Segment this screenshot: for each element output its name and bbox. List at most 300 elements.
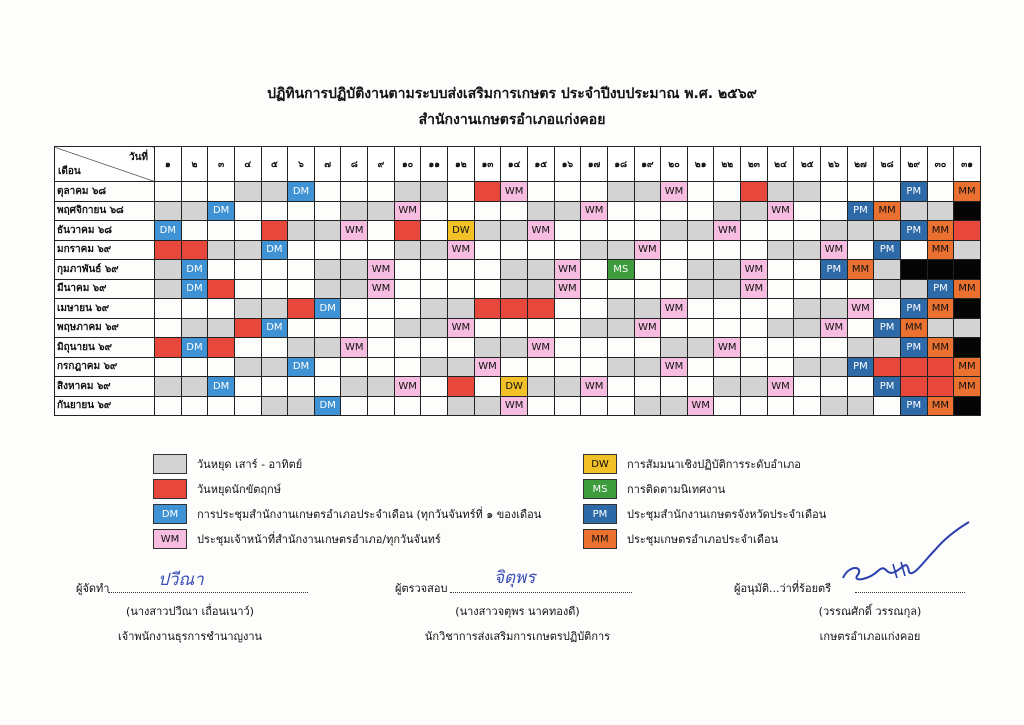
wm-event-cell: WM [741,260,768,280]
pm-event-cell: PM [900,396,927,416]
day-cell [527,396,554,416]
day-cell [741,299,768,319]
weekend-cell [421,318,448,338]
day-cell [554,357,581,377]
legend-label: การติดตามนิเทศงาน [627,483,726,496]
day-cell [821,338,848,358]
day-cell [687,240,714,260]
day-cell [368,396,395,416]
day-cell [607,201,634,221]
legend-label: ประชุมสำนักงานเกษตรจังหวัดประจำเดือน [627,508,827,521]
day-cell [368,221,395,241]
holiday-cell [900,357,927,377]
day-cell [714,240,741,260]
day-cell [314,377,341,397]
pm-event-cell: PM [900,221,927,241]
wm-event-cell: WM [714,338,741,358]
weekend-cell [767,318,794,338]
weekend-cell [741,201,768,221]
day-cell [687,182,714,202]
day-header: ๖ [288,147,315,182]
day-cell [394,357,421,377]
day-cell [794,221,821,241]
legend-item [153,478,281,500]
day-cell [741,357,768,377]
weekend-cell [155,377,182,397]
weekend-cell [261,299,288,319]
day-cell [821,201,848,221]
wm-event-cell: WM [448,318,475,338]
approved-signature-scribble [835,520,975,595]
month-label: มีนาคม ๖๙ [55,279,155,299]
day-cell [261,338,288,358]
weekend-cell [607,299,634,319]
day-cell [714,299,741,319]
dw-event-cell: DW [448,221,475,241]
day-cell [661,318,688,338]
day-cell [181,357,208,377]
day-cell [741,221,768,241]
pm-event-cell: PM [927,279,954,299]
weekend-cell [794,240,821,260]
month-row [55,318,981,338]
day-cell [368,240,395,260]
day-header: ๑๐ [394,147,421,182]
day-cell [927,182,954,202]
day-cell [661,260,688,280]
weekend-cell [448,299,475,319]
day-header: ๑ [155,147,182,182]
day-cell [714,182,741,202]
weekend-cell [288,338,315,358]
weekend-cell [634,299,661,319]
legend-item [583,528,778,550]
day-cell [661,377,688,397]
calendar-table [54,146,981,416]
weekend-cell [474,396,501,416]
wm-event-cell: WM [341,221,368,241]
holiday-cell [501,299,528,319]
approved-position: เกษตรอำเภอแก่งคอย [819,630,921,643]
day-cell [288,240,315,260]
day-cell [234,221,261,241]
day-cell [208,357,235,377]
day-cell [581,279,608,299]
day-cell [661,201,688,221]
day-header: ๒ [181,147,208,182]
wm-event-cell: WM [581,377,608,397]
weekend-cell [421,240,448,260]
legend-swatch [153,454,187,474]
day-cell [341,182,368,202]
wm-event-cell: WM [554,260,581,280]
month-row [55,396,981,416]
day-cell [421,201,448,221]
dm-event-cell: DM [181,338,208,358]
dm-event-cell: DM [288,357,315,377]
day-cell [341,396,368,416]
dm-event-cell: DM [155,221,182,241]
weekend-cell [527,279,554,299]
day-cell [208,299,235,319]
legend-swatch: MS [583,479,617,499]
day-cell [661,240,688,260]
month-row [55,338,981,358]
holiday-cell [208,338,235,358]
mm-event-cell: MM [927,396,954,416]
month-label: ธันวาคม ๖๘ [55,221,155,241]
legend-swatch: WM [153,529,187,549]
weekend-cell [288,221,315,241]
day-cell [314,357,341,377]
pm-event-cell: PM [900,338,927,358]
dm-event-cell: DM [261,318,288,338]
wm-event-cell: WM [341,338,368,358]
day-cell [527,318,554,338]
day-cell [767,221,794,241]
day-cell [394,396,421,416]
day-cell [368,299,395,319]
dm-event-cell: DM [208,201,235,221]
day-header: ๑๓ [474,147,501,182]
day-cell [394,299,421,319]
weekend-cell [607,318,634,338]
day-cell [234,338,261,358]
wm-event-cell: WM [821,318,848,338]
weekend-cell [448,357,475,377]
day-cell [687,201,714,221]
weekend-cell [474,221,501,241]
wm-event-cell: WM [687,396,714,416]
approved-by-label: ผู้อนุมัติ...ว่าที่ร้อยตรี [734,582,832,595]
day-cell [155,318,182,338]
day-cell [474,240,501,260]
day-cell [581,221,608,241]
day-cell [607,377,634,397]
holiday-cell [741,182,768,202]
weekend-cell [474,338,501,358]
weekend-cell [234,299,261,319]
wm-event-cell: WM [527,338,554,358]
day-cell [741,396,768,416]
weekend-cell [714,201,741,221]
day-cell [821,182,848,202]
weekend-cell [368,201,395,221]
day-cell [847,279,874,299]
wm-event-cell: WM [741,279,768,299]
month-label: เมษายน ๖๙ [55,299,155,319]
holiday-cell [900,377,927,397]
legend-label: วันหยุด เสาร์ - อาทิตย์ [197,458,303,471]
day-cell [208,221,235,241]
no-day-cell [954,260,981,280]
legend-item [583,503,826,525]
day-cell [261,201,288,221]
pm-event-cell: PM [900,182,927,202]
holiday-cell [234,318,261,338]
weekend-cell [821,357,848,377]
day-cell [474,318,501,338]
legend-item [583,478,725,500]
holiday-cell [394,221,421,241]
day-cell [767,279,794,299]
day-cell [741,318,768,338]
day-cell [767,338,794,358]
day-cell [847,318,874,338]
month-row [55,279,981,299]
weekend-cell [874,338,901,358]
day-cell [208,396,235,416]
weekend-cell [421,299,448,319]
weekend-cell [847,396,874,416]
weekend-cell [394,240,421,260]
weekend-cell [501,279,528,299]
month-row [55,260,981,280]
legend-swatch [153,479,187,499]
day-cell [288,279,315,299]
wm-event-cell: WM [394,377,421,397]
weekend-cell [794,357,821,377]
page-title: ปฏิทินการปฏิบัติงานตามระบบส่งเสริมการเกษตร ประจำปีงบประมาณ พ.ศ. ๒๕๖๙ [267,86,757,102]
day-cell [794,338,821,358]
wm-event-cell: WM [554,279,581,299]
day-cell [368,318,395,338]
page-subtitle: สำนักงานเกษตรอำเภอแก่งคอย [418,112,606,128]
day-cell [741,338,768,358]
day-header: ๑๔ [501,147,528,182]
day-cell [607,279,634,299]
no-day-cell [954,338,981,358]
day-cell [341,299,368,319]
day-cell [767,396,794,416]
weekend-cell [847,221,874,241]
wm-event-cell: WM [581,201,608,221]
weekend-cell [261,182,288,202]
weekend-cell [661,396,688,416]
day-cell [314,201,341,221]
day-cell [181,396,208,416]
weekend-cell [421,182,448,202]
legend-item [153,453,302,475]
month-label: กรกฎาคม ๖๙ [55,357,155,377]
weekend-cell [394,182,421,202]
day-header: ๑๖ [554,147,581,182]
day-cell [581,260,608,280]
day-cell [155,299,182,319]
weekend-cell [714,260,741,280]
weekend-cell [607,182,634,202]
day-cell [261,260,288,280]
day-cell [448,260,475,280]
day-cell [794,201,821,221]
checked-name: (นางสาวจตุพร นาคทองดี) [455,605,580,618]
month-label: กันยายน ๖๙ [55,396,155,416]
day-cell [874,182,901,202]
day-cell [234,279,261,299]
day-cell [394,260,421,280]
wm-event-cell: WM [474,357,501,377]
day-cell [394,279,421,299]
day-cell [501,357,528,377]
holiday-cell [927,377,954,397]
weekend-cell [687,260,714,280]
day-cell [474,279,501,299]
weekend-cell [714,279,741,299]
month-row [55,357,981,377]
weekend-cell [394,318,421,338]
holiday-cell [208,279,235,299]
weekend-cell [661,221,688,241]
day-cell [687,377,714,397]
day-cell [714,357,741,377]
weekend-cell [687,221,714,241]
day-cell [341,240,368,260]
day-header: ๒๑ [687,147,714,182]
day-cell [847,240,874,260]
weekend-cell [261,396,288,416]
legend-item [583,453,801,475]
weekend-cell [794,182,821,202]
weekend-cell [767,182,794,202]
weekend-cell [261,357,288,377]
corner-day-label: วันที่ [128,152,148,163]
weekend-cell [314,338,341,358]
day-cell [821,377,848,397]
weekend-cell [821,221,848,241]
pm-event-cell: PM [847,201,874,221]
day-cell [581,396,608,416]
day-cell [155,182,182,202]
legend-label: การประชุมสำนักงานเกษตรอำเภอประจำเดือน (ทุกวันจันทร์ที่ ๑ ของเดือน [197,508,542,521]
checked-by-label: ผู้ตรวจสอบ [395,582,448,595]
weekend-cell [368,377,395,397]
dm-event-cell: DM [181,260,208,280]
weekend-cell [847,338,874,358]
day-cell [234,260,261,280]
day-cell [527,240,554,260]
day-header: ๑๑ [421,147,448,182]
day-cell [554,221,581,241]
weekend-cell [288,396,315,416]
dm-event-cell: DM [208,377,235,397]
day-cell [634,201,661,221]
legend-label: ประชุมเจ้าหน้าที่สำนักงานเกษตรอำเภอ/ทุกวันจันทร์ [197,533,441,546]
weekend-cell [501,260,528,280]
day-cell [341,318,368,338]
day-cell [341,357,368,377]
day-header: ๒๗ [847,147,874,182]
mm-event-cell: MM [927,299,954,319]
wm-event-cell: WM [661,182,688,202]
day-cell [714,396,741,416]
day-header: ๓ [208,147,235,182]
prepared-signature-line [108,592,308,593]
approved-name: (วรรณศักดิ์ วรรณกุล) [818,605,922,618]
wm-event-cell: WM [634,318,661,338]
wm-event-cell: WM [847,299,874,319]
weekend-cell [554,377,581,397]
day-cell [474,377,501,397]
weekend-cell [155,201,182,221]
weekend-cell [900,201,927,221]
weekend-cell [314,221,341,241]
weekend-cell [448,396,475,416]
day-cell [448,338,475,358]
wm-event-cell: WM [821,240,848,260]
day-cell [368,338,395,358]
day-cell [581,338,608,358]
pm-event-cell: PM [847,357,874,377]
day-cell [687,299,714,319]
weekend-cell [714,377,741,397]
legend-label: ประชุมเกษตรอำเภอประจำเดือน [627,533,779,546]
month-row [55,182,981,202]
wm-event-cell: WM [767,377,794,397]
day-cell [554,182,581,202]
weekend-cell [927,201,954,221]
weekend-cell [527,260,554,280]
wm-event-cell: WM [501,182,528,202]
day-cell [900,240,927,260]
month-label: มกราคม ๖๙ [55,240,155,260]
mm-event-cell: MM [927,240,954,260]
weekend-cell [634,357,661,377]
mm-event-cell: MM [954,377,981,397]
wm-event-cell: WM [661,299,688,319]
weekend-cell [581,240,608,260]
no-day-cell [954,299,981,319]
no-day-cell [927,260,954,280]
legend-swatch: DW [583,454,617,474]
day-cell [634,279,661,299]
weekend-cell [687,279,714,299]
prepared-position: เจ้าพนักงานธุรการชำนาญงาน [117,630,263,643]
legend-label: การสัมมนาเชิงปฏิบัติการระดับอำเภอ [627,458,801,471]
dm-event-cell: DM [288,182,315,202]
weekend-cell [208,240,235,260]
day-cell [847,182,874,202]
day-header: ๙ [368,147,395,182]
day-cell [581,299,608,319]
day-header: ๒๙ [900,147,927,182]
holiday-cell [474,299,501,319]
day-cell [607,396,634,416]
day-header: ๑๒ [448,147,475,182]
day-cell [794,396,821,416]
day-cell [874,299,901,319]
month-label: กุมภาพันธ์ ๖๙ [55,260,155,280]
day-cell [714,318,741,338]
day-header: ๒๐ [661,147,688,182]
day-cell [794,377,821,397]
weekend-cell [341,377,368,397]
weekend-cell [501,338,528,358]
day-cell [288,201,315,221]
weekend-cell [234,240,261,260]
day-cell [314,318,341,338]
day-cell [421,338,448,358]
month-row [55,377,981,397]
weekend-cell [634,396,661,416]
day-cell [314,182,341,202]
month-row [55,201,981,221]
legend-swatch: DM [153,504,187,524]
weekend-cell [634,182,661,202]
day-cell [741,240,768,260]
weekend-cell [581,318,608,338]
pm-event-cell: PM [874,377,901,397]
day-cell [288,318,315,338]
